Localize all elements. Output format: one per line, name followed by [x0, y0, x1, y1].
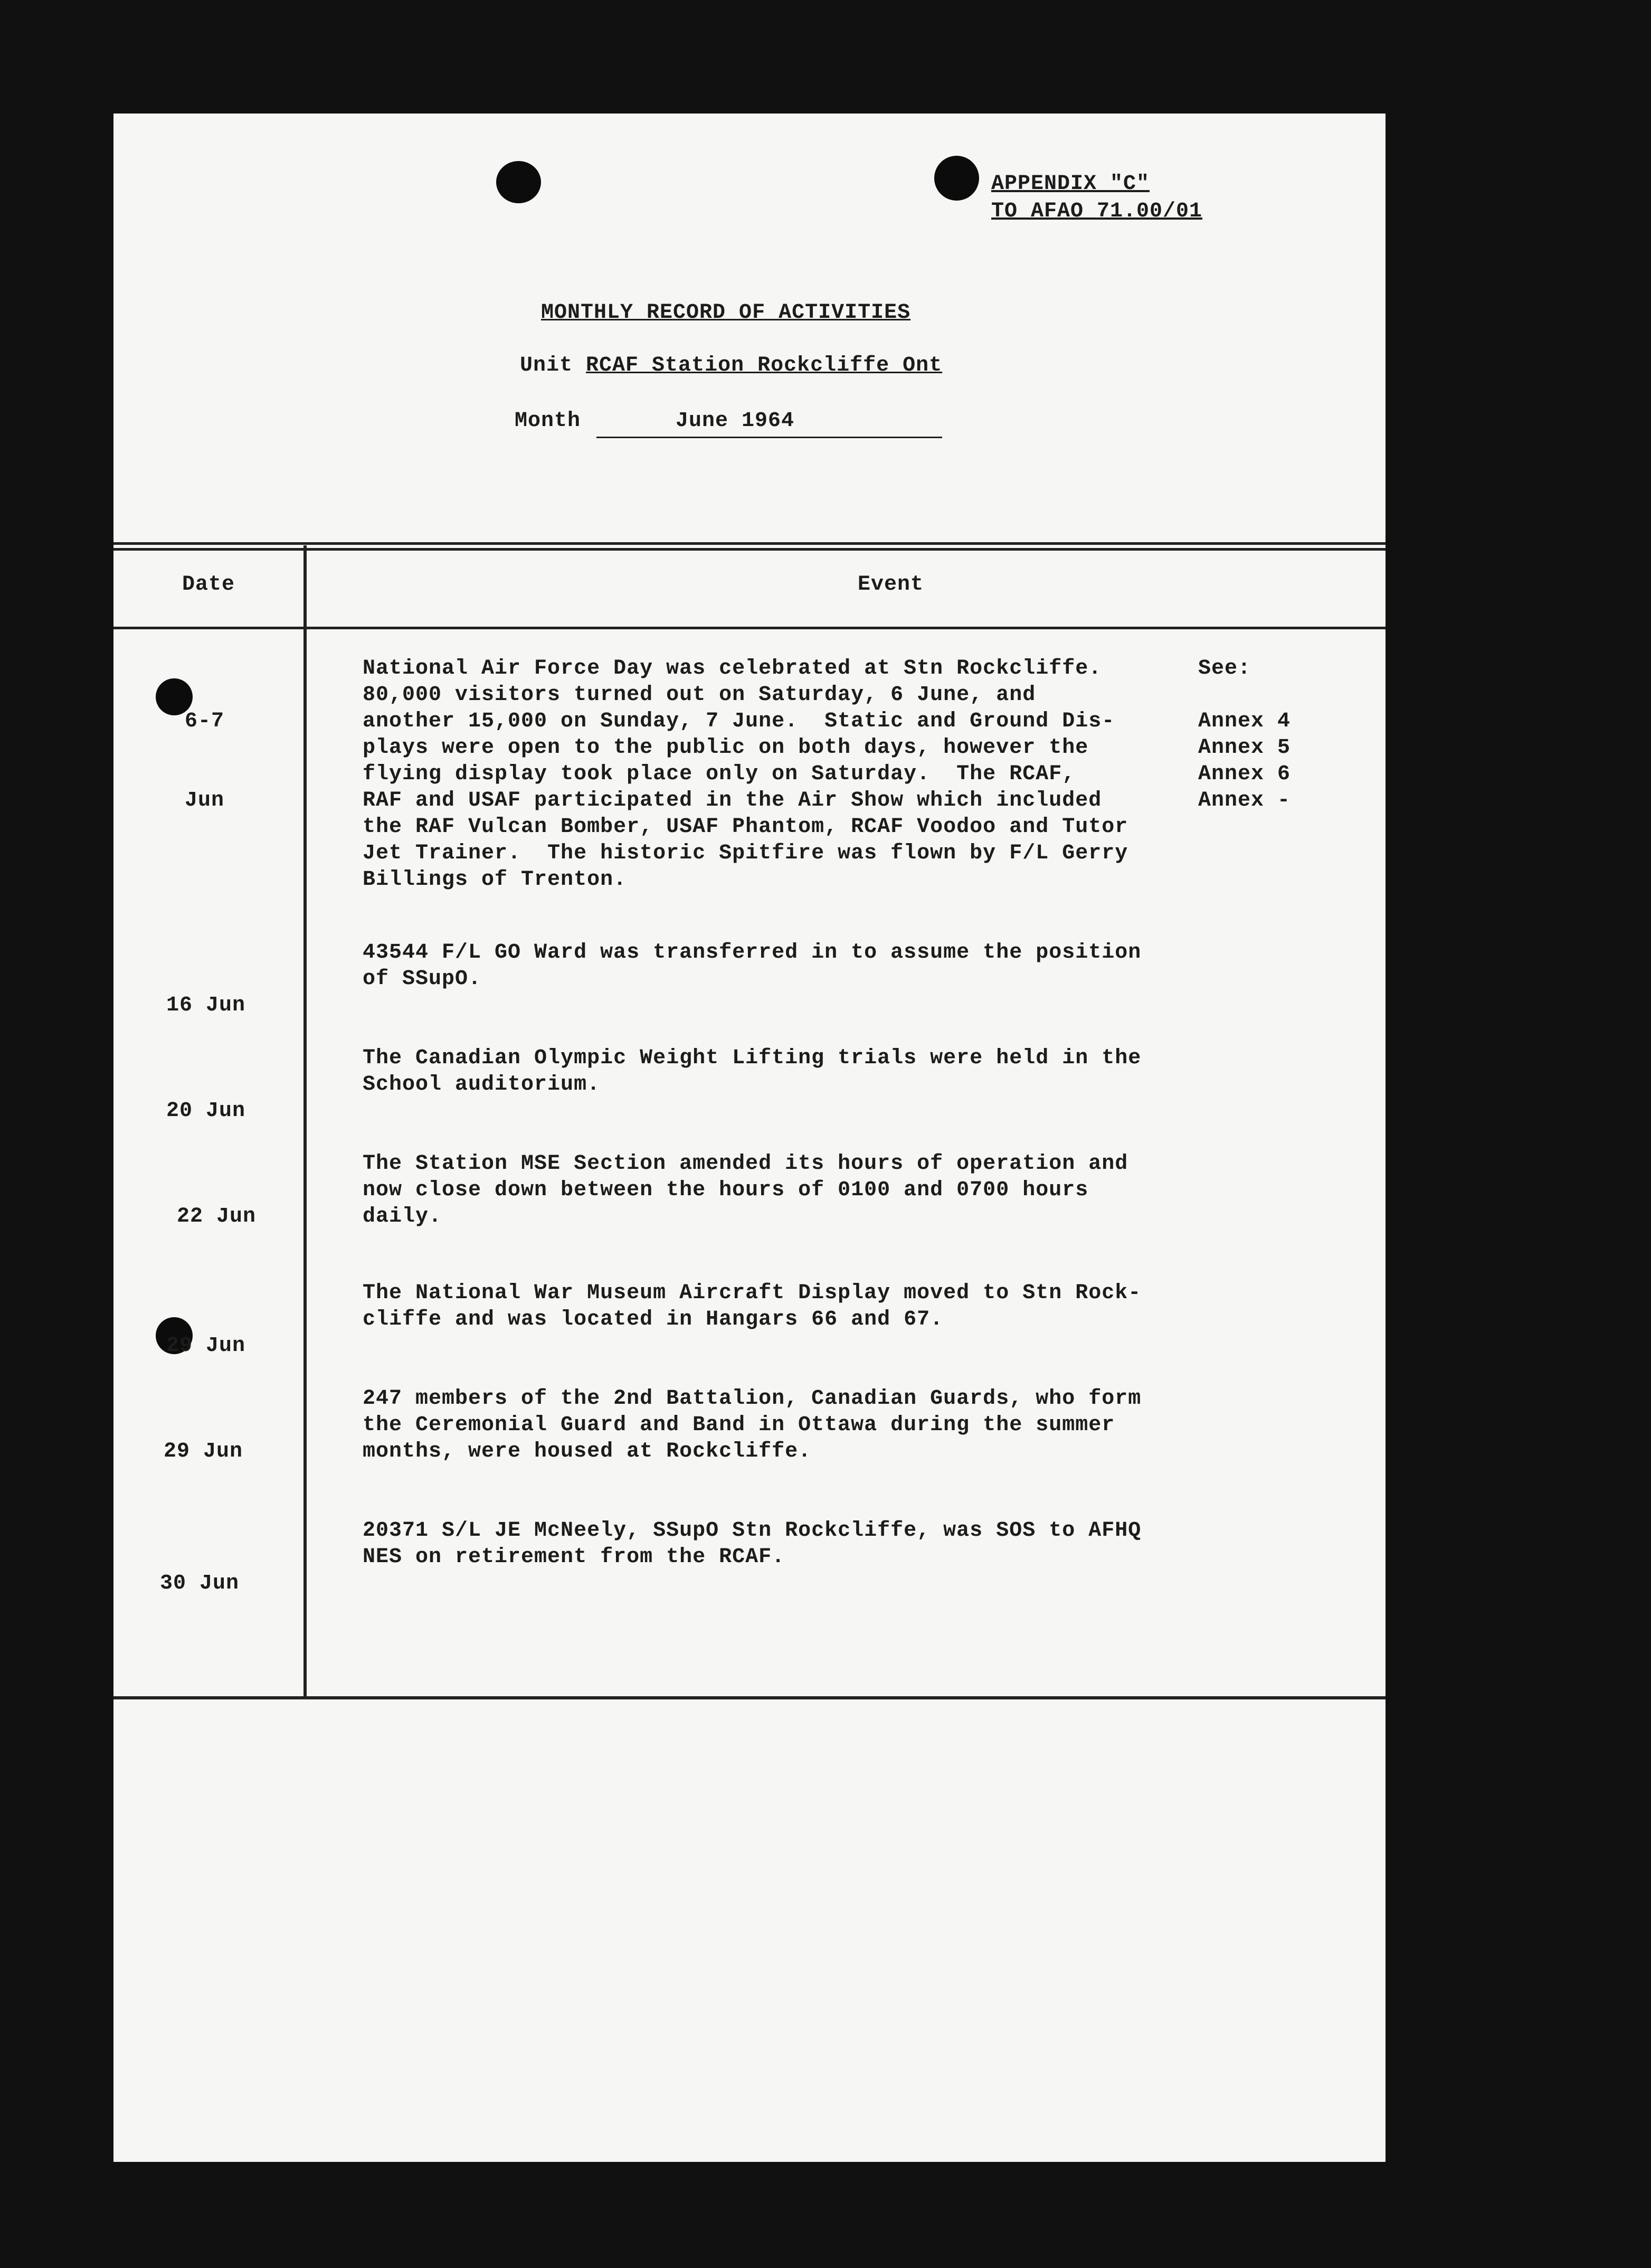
- row-date: [160, 1518, 239, 1650]
- row-date-line: 16 Jun: [166, 994, 246, 1017]
- event-line: of SSupO.: [363, 967, 482, 991]
- annex-item: Annex 4: [1198, 710, 1291, 733]
- appendix-reference: [991, 171, 1202, 225]
- page-title: MONTHLY RECORD OF ACTIVITIES: [541, 301, 911, 325]
- event-line: School auditorium.: [363, 1073, 601, 1097]
- row-date-line: 29 Jun: [164, 1440, 243, 1463]
- see-label: See:: [1198, 657, 1251, 681]
- event-line: 20371 S/L JE McNeely, SSupO Stn Rockcliffe, was SOS to AFHQ: [363, 1519, 1142, 1543]
- row-date: [164, 1386, 243, 1518]
- month-label: Month: [515, 409, 581, 433]
- event-line: 43544 F/L GO Ward was transferred in to assume the position: [363, 941, 1142, 965]
- event-line: 247 members of the 2nd Battalion, Canadian Guards, who form: [363, 1387, 1142, 1411]
- row-event: [363, 1151, 1270, 1230]
- event-line: cliffe and was located in Hangars 66 and 67.: [363, 1308, 944, 1331]
- punch-hole-top-right: [934, 156, 979, 201]
- row-date-line: 29 Jun: [166, 1334, 246, 1358]
- row-event: [363, 1518, 1270, 1571]
- row-date: [177, 1151, 256, 1283]
- document-page: [113, 114, 1386, 2162]
- event-line: now close down between the hours of 0100 and 0700 hours: [363, 1178, 1089, 1202]
- month-underline: [596, 437, 942, 438]
- annex-item: Annex -: [1198, 789, 1291, 812]
- column-header-event: Event: [858, 573, 924, 597]
- column-divider: [303, 545, 307, 1697]
- row-event: [363, 656, 1270, 893]
- unit-value: RCAF Station Rockcliffe Ont: [586, 354, 943, 377]
- row-date: [185, 656, 264, 867]
- event-line: flying display took place only on Saturday. The RCAF,: [363, 762, 1076, 786]
- row-date-line: 30 Jun: [160, 1572, 240, 1595]
- row-date-line: 22 Jun: [177, 1205, 257, 1228]
- row-date-line: 6-7: [185, 710, 225, 733]
- row-event: [363, 940, 1270, 993]
- event-line: months, were housed at Rockcliffe.: [363, 1440, 812, 1463]
- row-event: [363, 1386, 1270, 1465]
- annex-item: Annex 6: [1198, 762, 1291, 786]
- event-line: NES on retirement from the RCAF.: [363, 1545, 785, 1569]
- event-line: National Air Force Day was celebrated at Stn Rockcliffe.: [363, 657, 1102, 681]
- event-line: The Canadian Olympic Weight Lifting trials were held in the: [363, 1046, 1142, 1070]
- event-line: daily.: [363, 1205, 442, 1228]
- row-event: [363, 1280, 1270, 1333]
- event-line: 80,000 visitors turned out on Saturday, 6 June, and: [363, 683, 1036, 707]
- appendix-line-1: APPENDIX "C": [991, 172, 1150, 196]
- row-event: [363, 1045, 1270, 1098]
- row-date-line: 20 Jun: [166, 1099, 246, 1123]
- event-line: the RAF Vulcan Bomber, USAF Phantom, RCAF Voodoo and Tutor: [363, 815, 1128, 839]
- event-line: The National War Museum Aircraft Display moved to Stn Rock-: [363, 1281, 1142, 1305]
- event-line: Jet Trainer. The historic Spitfire was flown by F/L Gerry: [363, 842, 1128, 865]
- unit-label: Unit: [520, 354, 573, 377]
- column-header-date: Date: [182, 573, 235, 597]
- annex-item: Annex 5: [1198, 736, 1291, 760]
- table-top-rule: [113, 542, 1386, 545]
- event-line: The Station MSE Section amended its hours of operation and: [363, 1152, 1128, 1176]
- event-line: the Ceremonial Guard and Band in Ottawa during the summer: [363, 1413, 1115, 1437]
- event-line: RAF and USAF participated in the Air Show which included: [363, 789, 1102, 812]
- event-line: plays were open to the public on both days, however the: [363, 736, 1089, 760]
- appendix-line-2: TO AFAO 71.00/01: [991, 200, 1203, 223]
- month-value: June 1964: [676, 409, 795, 433]
- punch-hole-top-left: [496, 161, 541, 203]
- row-date-line: Jun: [185, 789, 225, 812]
- event-line: Billings of Trenton.: [363, 868, 627, 892]
- event-line: another 15,000 on Sunday, 7 June. Static and Ground Dis-: [363, 710, 1115, 733]
- unit-row: [520, 354, 942, 377]
